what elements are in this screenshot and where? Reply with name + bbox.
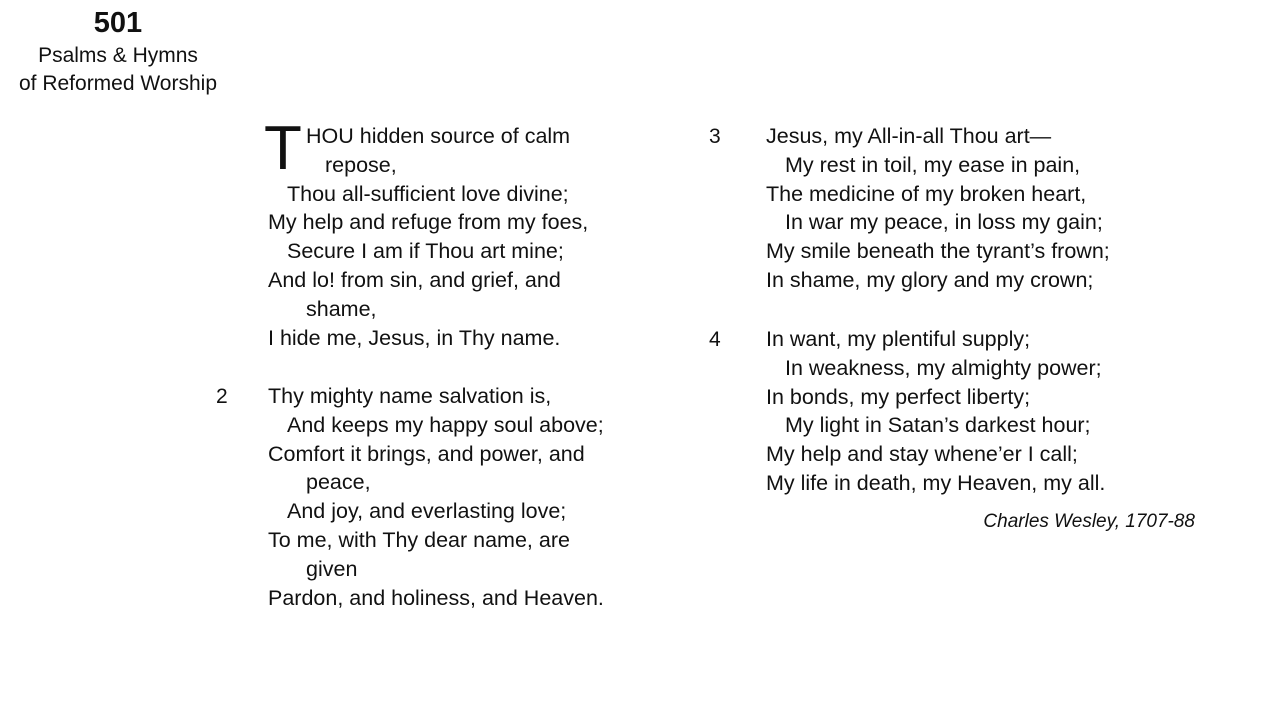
verse-line: And keeps my happy soul above;: [287, 412, 604, 437]
verse-line: My help and refuge from my foes,: [268, 210, 589, 235]
verse-line: In want, my plentiful supply;: [766, 327, 1031, 351]
verse-line-text: HOU hidden source of calm: [306, 124, 571, 148]
verse-line: peace,: [306, 470, 371, 495]
verse-line: And lo! from sin, and grief, and: [268, 267, 561, 292]
hymnal-title-line-2: of Reformed Worship: [18, 72, 218, 95]
verse-line: shame,: [306, 296, 377, 321]
verse-line: Secure I am if Thou art mine;: [287, 239, 564, 264]
verse-4: [766, 325, 1105, 498]
hymn-number: 501: [93, 7, 143, 39]
hymnal-title-line-1: Psalms & Hymns: [38, 44, 198, 67]
verse-line: Jesus, my All-in-all Thou art—: [766, 124, 1052, 148]
verse-line: The medicine of my broken heart,: [766, 181, 1087, 206]
verse-line: In shame, my glory and my crown;: [766, 267, 1094, 292]
verse-3: [766, 122, 1110, 295]
verse-line: given: [306, 556, 358, 581]
verse-number-3: 3: [709, 125, 721, 148]
drop-cap: T: [264, 114, 302, 183]
verse-number-4: 4: [709, 328, 721, 351]
verse-line: Comfort it brings, and power, and: [268, 441, 585, 466]
verse-1: [264, 114, 589, 352]
verse-number-2: 2: [216, 385, 228, 408]
verse-line: Pardon, and holiness, and Heaven.: [268, 585, 604, 610]
verse-line: Thou all-sufficient love divine;: [287, 181, 569, 206]
author-credit: Charles Wesley, 1707-88: [983, 511, 1195, 532]
verse-line: Thy mighty name salvation is,: [268, 384, 552, 408]
verse-line: My light in Satan’s darkest hour;: [785, 413, 1091, 438]
verse-line: In war my peace, in loss my gain;: [785, 210, 1103, 235]
verse-line: In bonds, my perfect liberty;: [766, 384, 1031, 409]
verse-2: [268, 382, 604, 612]
hymn-header: [0, 4, 236, 98]
verse-line: repose,: [325, 152, 397, 177]
verse-line: My life in death, my Heaven, my all.: [766, 470, 1106, 495]
verse-line: My help and stay whene’er I call;: [766, 442, 1078, 467]
verse-line: And joy, and everlasting love;: [287, 499, 567, 524]
verse-line: In weakness, my almighty power;: [785, 355, 1102, 380]
verse-line: My rest in toil, my ease in pain,: [785, 152, 1081, 177]
verse-line: My smile beneath the tyrant’s frown;: [766, 239, 1110, 264]
verse-line: I hide me, Jesus, in Thy name.: [268, 325, 561, 350]
verse-line: To me, with Thy dear name, are: [268, 527, 570, 552]
